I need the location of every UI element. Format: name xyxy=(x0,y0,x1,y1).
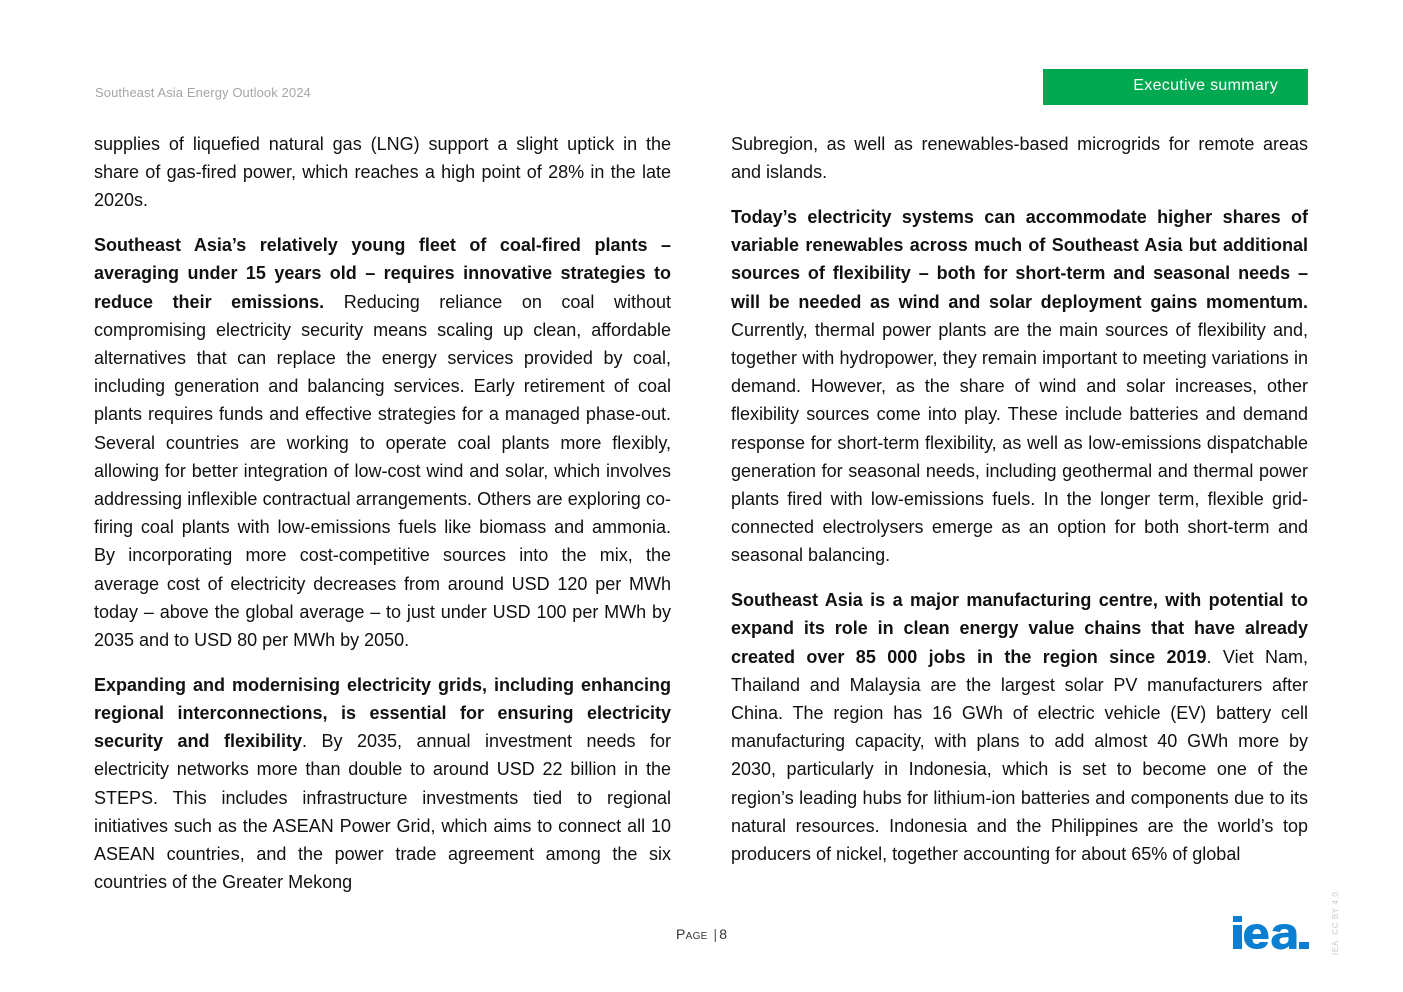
paragraph xyxy=(731,586,1308,868)
document-title: Southeast Asia Energy Outlook 2024 xyxy=(95,85,311,100)
page-footer xyxy=(0,926,1403,942)
right-column xyxy=(731,130,1308,885)
page-label: Page xyxy=(676,926,708,942)
section-badge xyxy=(1043,69,1308,105)
paragraph-text: . By 2035, annual investment needs for electricity networks more than double to around USD 22 billion in the STEPS. This includes infrastructure investments tied to regional initiatives such as the ASEAN Power Grid, which aims to connect all 10 ASEAN countries, and the power trade agreement among the six countries of the Greater Mekong xyxy=(94,731,671,893)
paragraph-text: . Viet Nam, Thailand and Malaysia are the largest solar PV manufacturers after China. The region has 16 GWh of electric vehicle (EV) battery cell manufacturing capacity, with plans to add almost 40 GWh more by 2030, particularly in Indonesia, which is set to become one of the region’s leading hubs for lithium-ion batteries and components due to its natural resources. Indonesia and the Philippines are the world’s top producers of nickel, together accounting for about 65% of global xyxy=(731,646,1308,865)
section-label: Executive summary xyxy=(1133,76,1278,94)
iea-logo-icon xyxy=(1233,916,1309,950)
paragraph-lead: Southeast Asia is a major manufacturing centre, with potential to expand its role in clean energy value chains that have already created over 85 000 jobs in the region since 2019 xyxy=(731,590,1308,667)
paragraph xyxy=(731,203,1308,570)
left-column xyxy=(94,130,671,913)
paragraph-text: supplies of liquefied natural gas (LNG) support a slight uptick in the share of gas-fired power, which reaches a high point of 28% in the late 2020s. xyxy=(94,134,671,211)
paragraph-text: Reducing reliance on coal without compromising electricity security means scaling up clean, affordable alternatives that can replace the energy services provided by coal, including generation and balancing services. Early retirement of coal plants requires funds and effective strategies for a managed phase-out. Several countries are working to operate coal plants more flexibly, allowing for better integration of low-cost wind and solar, which involves addressing inflexible contractual arrangements. Others are exploring co-firing coal plants with low-emissions fuels like biomass and ammonia. By incorporating more cost-competitive sources into the mix, the average cost of electricity decreases from around USD 120 per MWh today – above the global average – to just under USD 100 per MWh by 2035 and to USD 80 per MWh by 2050. xyxy=(94,291,672,651)
paragraph xyxy=(94,671,671,897)
page-number: 8 xyxy=(719,926,727,942)
license-note: IEA. CC BY 4.0. xyxy=(1331,888,1340,955)
paragraph-text: Currently, thermal power plants are the main sources of flexibility and, together with hydropower, they remain important to meeting variations in demand. However, as the share of wind and solar increases, other flexibility sources come into play. These include batteries and demand response for short-term flexibility, as well as low-emissions dispatchable generation for seasonal needs, including geothermal and thermal power plants fired with low-emissions fuels. In the longer term, flexible grid-connected electrolysers emerge as an option for both short-term and seasonal balancing. xyxy=(731,319,1308,566)
paragraph xyxy=(94,130,671,215)
paragraph-text: Subregion, as well as renewables-based microgrids for remote areas and islands. xyxy=(731,134,1308,183)
page-separator: | xyxy=(713,926,718,942)
paragraph-lead: Southeast Asia’s relatively young fleet of coal-fired plants – averaging under 15 years old – requires innovative strategies to reduce their emissions. xyxy=(94,235,671,312)
paragraph xyxy=(94,231,671,654)
paragraph xyxy=(731,130,1308,186)
paragraph-lead: Today’s electricity systems can accommodate higher shares of variable renewables across much of Southeast Asia but additional sources of flexibility – both for short-term and seasonal needs – will be needed as wind and solar deployment gains momentum. xyxy=(731,207,1308,312)
paragraph-lead: Expanding and modernising electricity grids, including enhancing regional interconnections, is essential for ensuring electricity security and flexibility xyxy=(94,674,671,752)
